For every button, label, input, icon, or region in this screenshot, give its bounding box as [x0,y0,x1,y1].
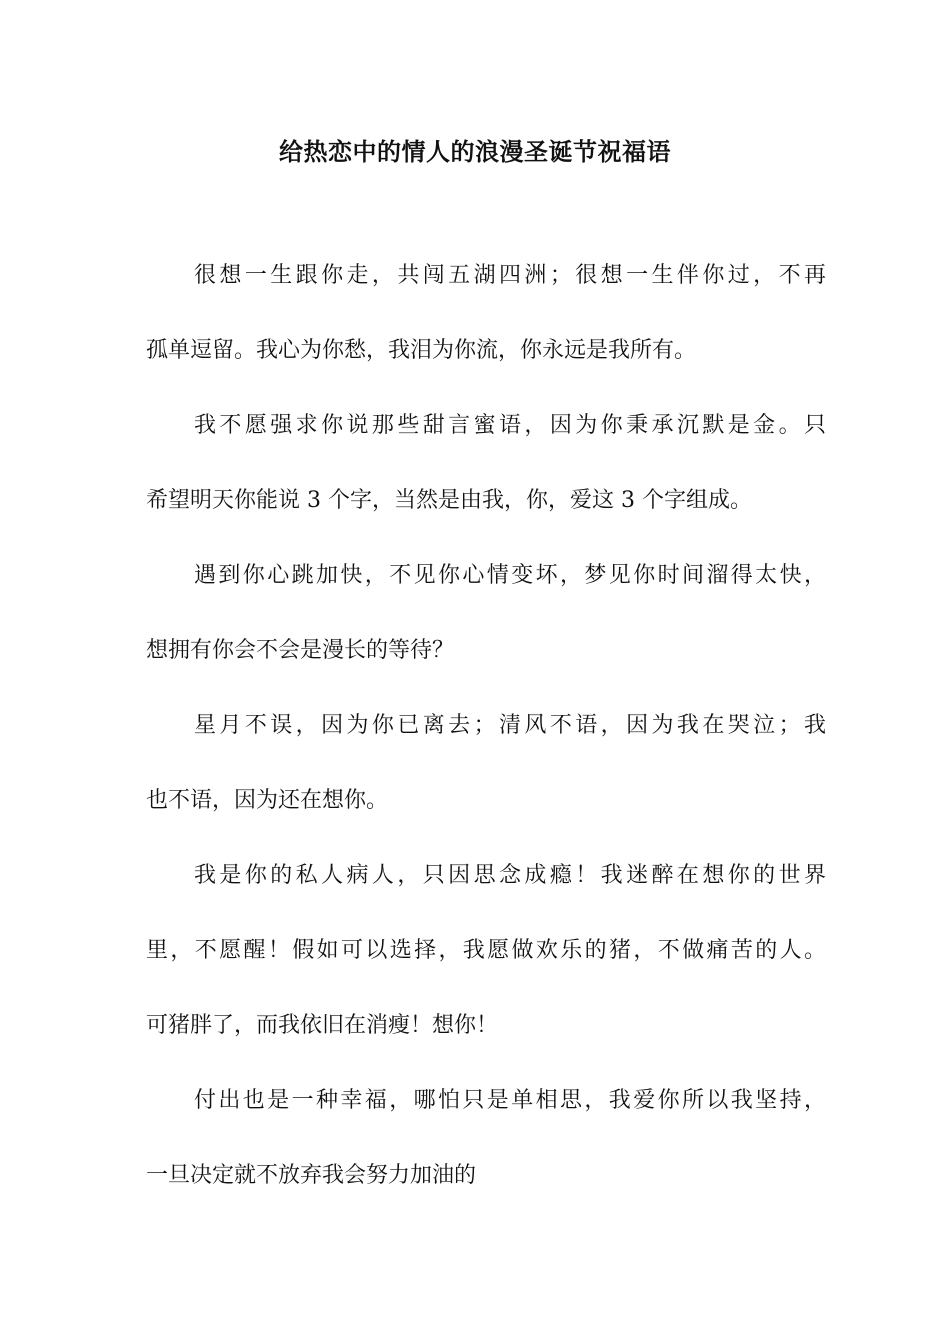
paragraph-5-line-1: 我是你的私人病人，只因思念成瘾！我迷醉在想你的世界 [194,863,826,888]
paragraph-2-line-1: 我不愿强求你说那些甜言蜜语，因为你秉承沉默是金。只 [194,413,826,438]
paragraph-4-line-2: 也不语，因为还在想你。 [146,788,389,813]
paragraph-2-line-2: 希望明天你能说 3 个字，当然是由我，你，爱这 3 个字组成。 [146,488,752,513]
paragraph-6-line-2: 一旦决定就不放弃我会努力加油的 [146,1163,477,1188]
paragraph-6-line-1: 付出也是一种幸福，哪怕只是单相思，我爱你所以我坚持， [194,1088,826,1113]
paragraph-4-line-1: 星月不误，因为你已离去；清风不语，因为我在哭泣；我 [194,713,826,738]
paragraph-1-line-1: 很想一生跟你走，共闯五湖四洲；很想一生伴你过，不再 [194,263,826,288]
paragraph-3-line-2: 想拥有你会不会是漫长的等待？ [146,638,455,663]
paragraph-3-line-1: 遇到你心跳加快，不见你心情变坏，梦见你时间溜得太快， [194,563,826,588]
document-title: 给热恋中的情人的浪漫圣诞节祝福语 [279,137,671,166]
paragraph-1-line-2: 孤单逗留。我心为你愁，我泪为你流，你永远是我所有。 [146,338,697,363]
paragraph-5-line-3: 可猪胖了，而我依旧在消瘦！想你！ [146,1013,499,1038]
paragraph-5-line-2: 里，不愿醒！假如可以选择，我愿做欢乐的猪，不做痛苦的人。 [146,938,826,963]
